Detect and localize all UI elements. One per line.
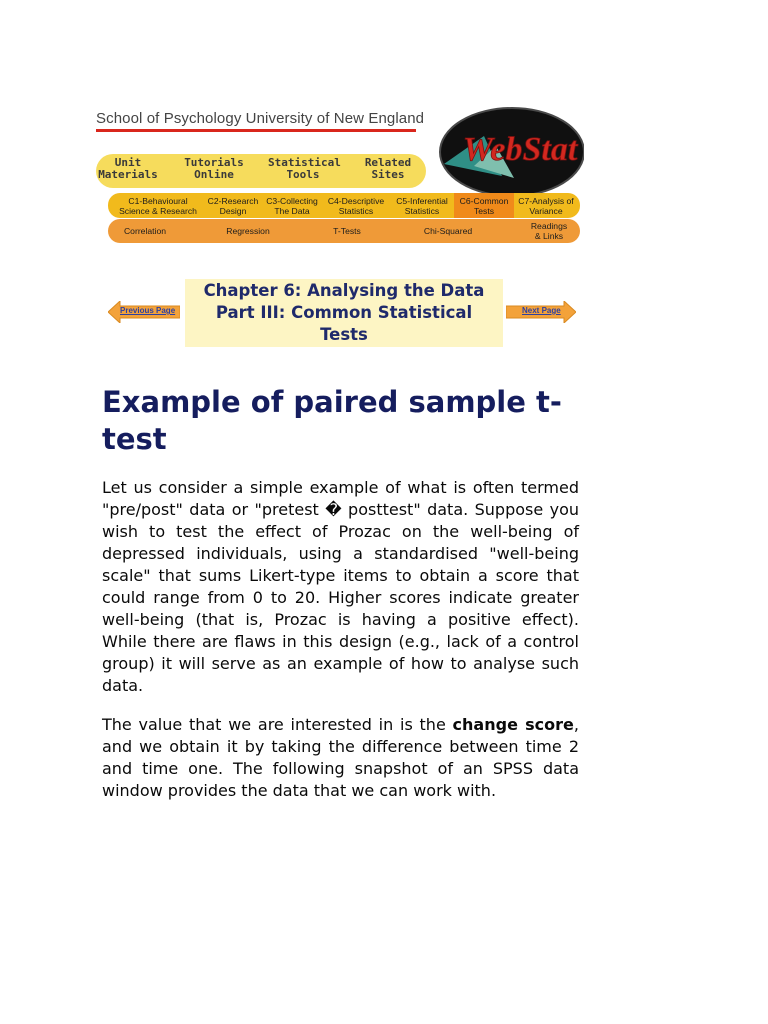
- chapter-nav-c1[interactable]: C1-Behavioural Science & Research: [119, 195, 197, 216]
- webstat-logo[interactable]: [424, 106, 584, 200]
- chapter-nav-c2[interactable]: C2-Research Design: [207, 195, 259, 216]
- chapter-nav-c5[interactable]: C5-Inferential Statistics: [396, 195, 448, 216]
- top-nav: [96, 150, 426, 194]
- previous-page-label: Previous Page: [120, 306, 176, 315]
- sub-nav-readings-links[interactable]: Readings & Links: [530, 221, 568, 241]
- article-title: Example of paired sample t-test: [102, 385, 562, 456]
- sub-nav-bar: [108, 219, 580, 243]
- article-paragraph-1: Let us consider a simple example of what is often termed "pre/post" data or "pretest � posttest" data. Suppose you wish to test the effect of Prozac on the well-being of depressed individuals, using a standardised "well-being scale" that sums Likert-type items to obtain a score that could range from 0 to 20. Higher scores indicate greater well-being (that is, Prozac is having a positive effect). While there are flaws in this design (e.g., lack of a control group) it will serve as an example of how to analyse such data.: [102, 478, 579, 695]
- paragraph-2-text-after: , and we obtain it by taking the difference between time 2 and time one. The following snapshot of an SPSS data window provides the data that we can work with.: [102, 715, 579, 800]
- chapter-title-box: [185, 279, 503, 347]
- nav-statistical-tools[interactable]: Statistical Tools: [268, 156, 341, 181]
- nav-tutorials-online[interactable]: Tutorials Online: [184, 156, 244, 181]
- chapter-nav-c6[interactable]: C6-Common Tests: [454, 193, 514, 218]
- sub-nav-t-tests[interactable]: T-Tests: [333, 226, 361, 236]
- chapter-title-line3: Tests: [320, 325, 368, 344]
- paragraph-2-text-before: The value that we are interested in is the: [102, 715, 453, 734]
- chapter-nav-c4[interactable]: C4-Descriptive Statistics: [327, 195, 385, 216]
- school-name: School of Psychology University of New England: [96, 110, 425, 127]
- sub-nav-regression[interactable]: Regression: [226, 226, 270, 236]
- nav-related-sites[interactable]: Related Sites: [364, 156, 412, 181]
- chapter-nav-bar: [108, 193, 580, 218]
- sub-nav-correlation[interactable]: Correlation: [123, 226, 167, 236]
- next-page-label: Next Page: [522, 306, 561, 315]
- next-page-button[interactable]: [506, 301, 576, 323]
- article-paragraph-2: [102, 714, 579, 802]
- chapter-nav-c7[interactable]: C7-Analysis of Variance: [518, 195, 574, 216]
- previous-page-button[interactable]: [108, 301, 180, 323]
- chapter-nav-c3[interactable]: C3-Collecting The Data: [266, 195, 318, 216]
- header-rule: [96, 129, 416, 132]
- change-score-term: change score: [452, 715, 574, 734]
- sub-nav-chi-squared[interactable]: Chi-Squared: [423, 226, 473, 236]
- chapter-title-line2: Part III: Common Statistical: [215, 303, 473, 322]
- logo-text: WebStat: [462, 131, 578, 168]
- nav-unit-materials[interactable]: Unit Materials: [98, 156, 158, 181]
- chapter-title-line1: Chapter 6: Analysing the Data: [203, 281, 485, 300]
